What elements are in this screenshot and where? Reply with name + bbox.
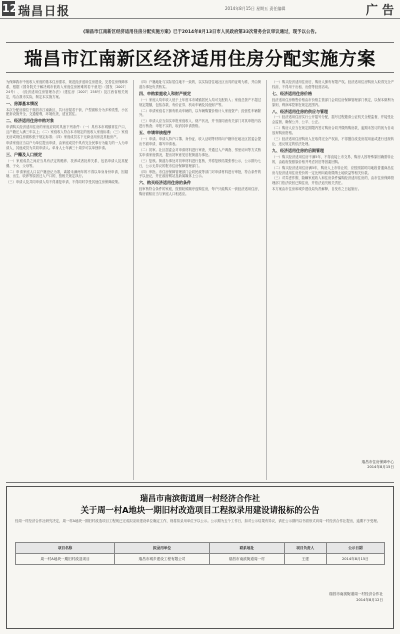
- paragraph: 申请家庭应当以户为单位提出申请，由家庭成员中具有完全民事行为能力的一人为申请人，其他成员为共同申请人。单身人士年满三十周岁可以单独申请。: [6, 140, 128, 150]
- table-body: [16, 554, 385, 565]
- divider: [6, 72, 394, 73]
- paragraph: （二）申请家庭名下拥有机动车辆的，以车辆购置价格计入家庭资产；经营性车辆除外。: [139, 108, 261, 118]
- paragraph: （二）购买经济适用住房满5年，购房人上市转让的，应按照届时同地段普通商品住房与经济适用住房差价的一定比例向政府缴纳土地收益等相关价款。: [272, 165, 394, 175]
- notice-box: [6, 486, 394, 629]
- section-heading: 三、户籍及人口规定: [6, 151, 42, 157]
- masthead: [0, 0, 400, 19]
- paragraph: （二）购房人应当在规定期限内签订购房合同并缴纳购房款，逾期未签订的视为自动放弃购房资格。: [272, 126, 394, 136]
- page-number: 12: [2, 2, 18, 15]
- paragraph: 申请购买经济适用住房的家庭应同时具备下列条件：（一）具有本市城镇常住户口，且户籍迁入满三年以上；（二）家庭收入符合本市规定的低收入家庭标准；（三）家庭无房或现住房面积低于规定标准；（四）家庭成员名下无商业用房及其他房产。: [6, 125, 128, 140]
- table-cell: 周一村A地块一期旧村改造项目: [16, 554, 115, 565]
- paragraph: （三）经济适用住房购房人在取得完全产权前，不得擅自改变房屋用途或进行违规转让，违反规定的依法处理。: [272, 137, 394, 146]
- paragraph: （二）申请家庭人口以户籍登记为准，离婚未满两年的不得以单身身份申请，因婚姻、出生、收养等原因迁入户口的，按相关规定执行。: [6, 169, 128, 179]
- article-body: [6, 80, 394, 480]
- paragraph: （一）家庭人均年收入低于上年度本市城镇居民人均可支配收入；家庭总资产不超过规定限额，包括存款、有价证券、机动车辆及其他财产等。: [139, 97, 261, 107]
- paragraph: （三）对弄虚作假、隐瞒家庭收入和住房条件骗购经济适用住房的，由市住房保障管理部门依法收回已购住房，并依法追究相关责任。: [272, 176, 394, 186]
- table-header-cell: 项目负责人: [284, 543, 326, 554]
- section-heading: 九、经济适用住房的后期管理: [272, 147, 324, 153]
- paragraph: 经审核符合条件的家庭，按照轮候顺序选购住房，每户只能购买一套经济适用住房，购房面积应当与家庭人口相适应。: [139, 187, 261, 197]
- paragraph: （四）户籍地址与实际居住地不一致的，以实际居住地社区出具的证明为准，并由街道办事处负责核实。: [139, 80, 261, 89]
- article-column: [6, 80, 128, 480]
- notice-signature-date: 2014年8月12日: [356, 598, 383, 602]
- paragraph: （一）购买经济适用住房不满5年，不得直接上市交易，购房人因特殊原因确需转让的，由政府按照原价格并考虑折旧等因素回购。: [272, 154, 394, 164]
- paragraph: （一）家庭成员之间应当具有法定的赡养、扶养或者抚养关系，包括申请人及其配偶、子女、父母等。: [6, 158, 128, 168]
- section-heading: 六、购买经济适用住房的条件: [139, 180, 191, 186]
- notice-subtitle: 关于周一村A地块一期旧村改造项目工程拟录用建设请报标的公告: [80, 505, 320, 515]
- section-title: 广 告: [365, 3, 394, 17]
- article-signature: [272, 460, 394, 470]
- signature-date: 2014年8月15日: [367, 465, 394, 469]
- table-header-cell: 拟录用单位: [115, 543, 210, 554]
- section-heading: 一、房源基本情况: [6, 100, 38, 106]
- paragraph: （三）复核。街道办事处对初审材料进行复核，并将复核结果张榜公示，公示期为七日，公示无异议的报市住房保障管理部门。: [139, 158, 261, 168]
- notice-title: 瑞昌市南滨街道周一村经济合作社: [140, 494, 260, 503]
- paragraph: 本方案由市住房和城乡建设局负责解释，自发布之日起施行。: [272, 187, 362, 192]
- paragraph: （一）申请。申请人持户口簿、身份证、收入证明等材料向户籍所在地社区居委会提出书面申请，填写申请表。: [139, 137, 261, 146]
- section-heading: 五、申请审核程序: [139, 130, 171, 136]
- table-header-cell: 项目名称: [16, 543, 115, 554]
- table-cell: 瑞昌市南滨街道周一村: [209, 554, 284, 565]
- notice-table: [15, 542, 385, 565]
- column-rule: [266, 80, 267, 480]
- notice-body: 经周一村经济合作社研究决定，周一村A地块一期旧村改造项目工程现已完成拟录用建设单位确定工作，现将拟录用单位予以公示。公示期为五个工作日，如对公示结果有异议，请在公示期内以书面形式向周一村经济合作社提出，逾期不予受理。: [15, 519, 381, 523]
- table-header: [16, 543, 385, 554]
- paragraph: （二）初审。社区居委会对申请材料进行审查，并通过入户调查、邻里访问等方式核实申请家庭情况，提出初审意见后报街道办事处。: [139, 147, 261, 157]
- paper-name: 瑞昌日报: [18, 4, 71, 18]
- paragraph: 经济适用住房销售价格由市价格主管部门会同住房保障管理部门核定，以保本微利为原则，利润率控制在规定范围内。: [272, 97, 394, 107]
- paragraph: 为保障我市中低收入家庭的基本住房需求，规范经济适用住房建设，完善住房保障体系，根据《国务院关于解决城市低收入家庭住房困难的若干意见》（国发〔2007〕24号）、《经济适用住房管理办法》（建住房〔2007〕258号）及江西省相关规定，结合我市实际，制定本实施方案。: [6, 80, 128, 99]
- notice-signature-org: 瑞昌市南滨街道周一村经济合作社: [329, 592, 383, 596]
- divider: [6, 482, 394, 483]
- section-heading: 八、经济适用住房的供应与管理: [272, 108, 328, 114]
- article-column: [139, 80, 261, 480]
- article-column: [272, 80, 394, 480]
- table-row: [16, 554, 385, 565]
- paragraph: （三）申请人应当如实申报家庭收入、财产状况，并书面同意有关部门对其申报内容进行核查；申报不实的，取消其申请资格。: [139, 119, 261, 129]
- table-cell: 王建: [284, 554, 326, 565]
- notice-signature: [329, 591, 383, 603]
- paragraph: 本次分配房源位于瑞昌市江南新区，共计房屋若干套，户型面积分为多种类型，小区配套设施齐全，交通便利，环境优美，适宜居住。: [6, 107, 128, 117]
- paragraph: （四）审批。市住房保障管理部门会同民政等部门对申请材料进行审批，符合条件的予以登记，并在政府网站及新闻媒体上公示。: [139, 169, 261, 179]
- table-header-cell: 公示日期: [326, 543, 384, 554]
- paragraph: （一）购买经济适用住房后，购房人拥有有限产权。经济适用住房购房人取得完全产权前，不得用于出租、出借等经营活动。: [272, 80, 394, 89]
- section-heading: 七、经济适用住房价格: [272, 90, 312, 96]
- paragraph: （一）经济适用住房实行公开摇号分配，摇号过程邀请公证机关全程监督，并接受社会监督，确保公开、公平、公正。: [272, 115, 394, 125]
- section-heading: 二、经济适用住房申购对象: [6, 118, 54, 124]
- lead-paragraph: 《瑞昌市江南新区经济适用住房分配实施方案》已于2014年8月13日市人民政府第33次常务会议审议通过，现予以公告。: [80, 30, 320, 35]
- table-header-cell: 联系地址: [209, 543, 284, 554]
- section-heading: 四、申购家庭收入和财产规定: [139, 90, 191, 96]
- table-cell: 瑞昌市城乡建设工程有限公司: [115, 554, 210, 565]
- signature-org: 瑞昌市住房保障中心: [361, 460, 394, 464]
- masthead-info: 2014年8月15日 星期五 责任编辑: [225, 6, 286, 11]
- table-cell: 2014年8月15日: [326, 554, 384, 565]
- column-rule: [133, 80, 134, 480]
- headline: 瑞昌市江南新区经济适用住房分配实施方案: [24, 49, 376, 70]
- divider: [6, 42, 394, 43]
- paragraph: （三）申请人及共同申请人均不得重复申请，不得同时享受其他住房保障政策。: [6, 180, 122, 185]
